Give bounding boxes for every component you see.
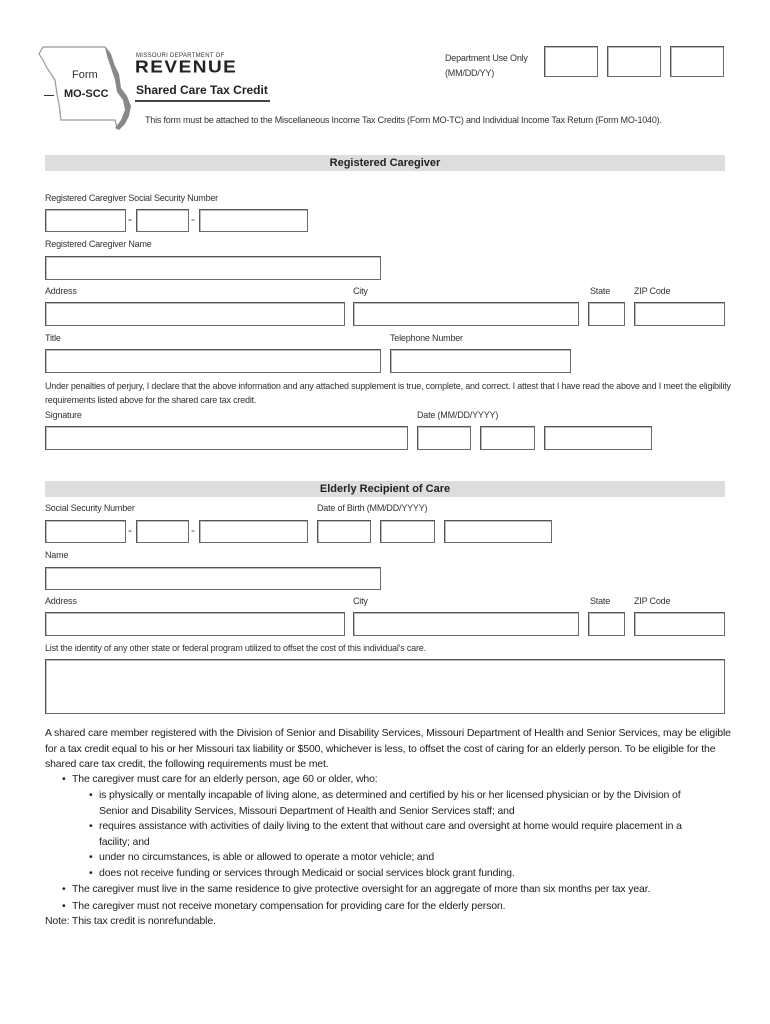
caregiver-name-field[interactable]: [45, 256, 381, 280]
requirement-text: is physically or mentally incapable of living alone, as determined and certified by his or her licensed physician or by the Division of Senior and Disability Services, Missouri Department of Health and Senior Services staff; and: [99, 789, 681, 817]
recipient-ssn-label: Social Security Number: [45, 503, 135, 513]
recipient-dob-yyyy-field[interactable]: [444, 520, 552, 543]
nonrefundable-note: Note: This tax credit is nonrefundable.: [45, 915, 216, 927]
requirement-text: The caregiver must care for an elderly person, age 60 or older, who:: [72, 773, 378, 785]
caregiver-city-label: City: [353, 286, 368, 296]
recipient-dob-dd-field[interactable]: [380, 520, 435, 543]
bullet-icon: •: [89, 789, 93, 801]
signature-label: Signature: [45, 410, 82, 420]
caregiver-ssn-part3-field[interactable]: [199, 209, 308, 232]
dept-use-label: Department Use Only: [445, 53, 528, 63]
caregiver-state-field[interactable]: [588, 302, 625, 326]
caregiver-title-label: Title: [45, 333, 61, 343]
recipient-ssn-part2-field[interactable]: [136, 520, 189, 543]
ssn-separator: -: [191, 212, 195, 226]
requirement-text: does not receive funding or services through Medicaid or social services block grant funding.: [99, 867, 515, 879]
requirement-text: under no circumstances, is able or allowed to operate a motor vehicle; and: [99, 851, 435, 863]
caregiver-address-field[interactable]: [45, 302, 345, 326]
signature-date-dd-field[interactable]: [480, 426, 535, 450]
recipient-name-field[interactable]: [45, 567, 381, 590]
ssn-separator: -: [128, 523, 132, 537]
caregiver-phone-label: Telephone Number: [390, 333, 463, 343]
bullet-icon: •: [62, 883, 66, 895]
signature-field[interactable]: [45, 426, 408, 450]
bullet-icon: •: [89, 867, 93, 879]
eligibility-intro: A shared care member registered with the Division of Senior and Disability Services, Missouri Department of Health and Senior Services, may be eligible for a tax credit equal to his or her Missouri tax liability or $500, whichever is less, to offset the cost of caring for an elderly person. To be eligible for the shared care tax credit, the following requirements must be met.: [45, 727, 731, 770]
form-number: MO-SCC: [64, 88, 109, 100]
requirement-residence: [62, 882, 732, 898]
dept-use-date-dd-field[interactable]: [607, 46, 661, 77]
ssn-separator: -: [191, 523, 195, 537]
title-underline: [135, 100, 270, 102]
sub-requirement-motor-vehicle: [89, 850, 699, 866]
recipient-dob-mm-field[interactable]: [317, 520, 371, 543]
recipient-address-label: Address: [45, 596, 77, 606]
bullet-icon: •: [62, 900, 66, 912]
requirement-age: [62, 772, 722, 788]
caregiver-city-field[interactable]: [353, 302, 579, 326]
requirement-text: requires assistance with activities of daily living to the extent that without care and oversight at home would require placement in a facility; and: [99, 820, 682, 848]
recipient-address-field[interactable]: [45, 612, 345, 636]
missouri-state-outline-icon: [33, 44, 138, 130]
dept-use-format: (MM/DD/YY): [445, 68, 494, 78]
signature-date-label: Date (MM/DD/YYYY): [417, 410, 499, 420]
caregiver-phone-field[interactable]: [390, 349, 571, 373]
revenue-logo: REVENUE: [135, 58, 238, 77]
dept-use-date-yy-field[interactable]: [670, 46, 724, 77]
attach-note: This form must be attached to the Miscellaneous Income Tax Credits (Form MO-TC) and Individual Income Tax Return (Form MO-1040).: [145, 115, 662, 125]
caregiver-title-field[interactable]: [45, 349, 381, 373]
recipient-zip-label: ZIP Code: [634, 596, 671, 606]
bullet-icon: •: [89, 820, 93, 832]
recipient-state-label: State: [590, 596, 611, 606]
other-programs-textarea[interactable]: [45, 659, 725, 714]
caregiver-state-label: State: [590, 286, 611, 296]
bullet-icon: •: [62, 773, 66, 785]
agency-small-text: MISSOURI DEPARTMENT OF: [136, 53, 225, 59]
section-header-registered-caregiver: Registered Caregiver: [45, 155, 725, 171]
signature-date-yyyy-field[interactable]: [544, 426, 652, 450]
recipient-dob-label: Date of Birth (MM/DD/YYYY): [317, 503, 428, 513]
form-title: Shared Care Tax Credit: [136, 83, 268, 97]
header-dash: [44, 95, 54, 96]
requirement-compensation: [62, 899, 722, 915]
sub-requirement-daily-living: [89, 819, 699, 850]
form-label: Form: [72, 69, 98, 81]
section-header-elderly-recipient: Elderly Recipient of Care: [45, 481, 725, 497]
recipient-name-label: Name: [45, 550, 69, 560]
caregiver-ssn-label: Registered Caregiver Social Security Number: [45, 193, 218, 203]
caregiver-zip-field[interactable]: [634, 302, 725, 326]
attestation-text: Under penalties of perjury, I declare that the above information and any attached supplement is true, complete, and correct. I attest that I have read the above and I meet the eligibility requirements listed above for the shared care tax credit.: [45, 381, 731, 405]
other-programs-label: List the identity of any other state or federal program utilized to offset the cost of this individual’s care.: [45, 643, 426, 653]
sub-requirement-incapable: [89, 788, 699, 819]
signature-date-mm-field[interactable]: [417, 426, 471, 450]
caregiver-ssn-part2-field[interactable]: [136, 209, 189, 232]
recipient-zip-field[interactable]: [634, 612, 725, 636]
caregiver-zip-label: ZIP Code: [634, 286, 671, 296]
sub-requirement-medicaid: [89, 866, 699, 882]
recipient-city-label: City: [353, 596, 368, 606]
recipient-ssn-part3-field[interactable]: [199, 520, 308, 543]
recipient-state-field[interactable]: [588, 612, 625, 636]
recipient-ssn-part1-field[interactable]: [45, 520, 126, 543]
caregiver-name-label: Registered Caregiver Name: [45, 239, 152, 249]
requirement-text: The caregiver must not receive monetary compensation for providing care for the elderly person.: [72, 900, 506, 912]
dept-use-date-mm-field[interactable]: [544, 46, 598, 77]
requirement-text: The caregiver must live in the same residence to give protective oversight for an aggregate of more than six months per tax year.: [72, 883, 651, 895]
caregiver-ssn-part1-field[interactable]: [45, 209, 126, 232]
caregiver-address-label: Address: [45, 286, 77, 296]
bullet-icon: •: [89, 851, 93, 863]
ssn-separator: -: [128, 212, 132, 226]
recipient-city-field[interactable]: [353, 612, 579, 636]
